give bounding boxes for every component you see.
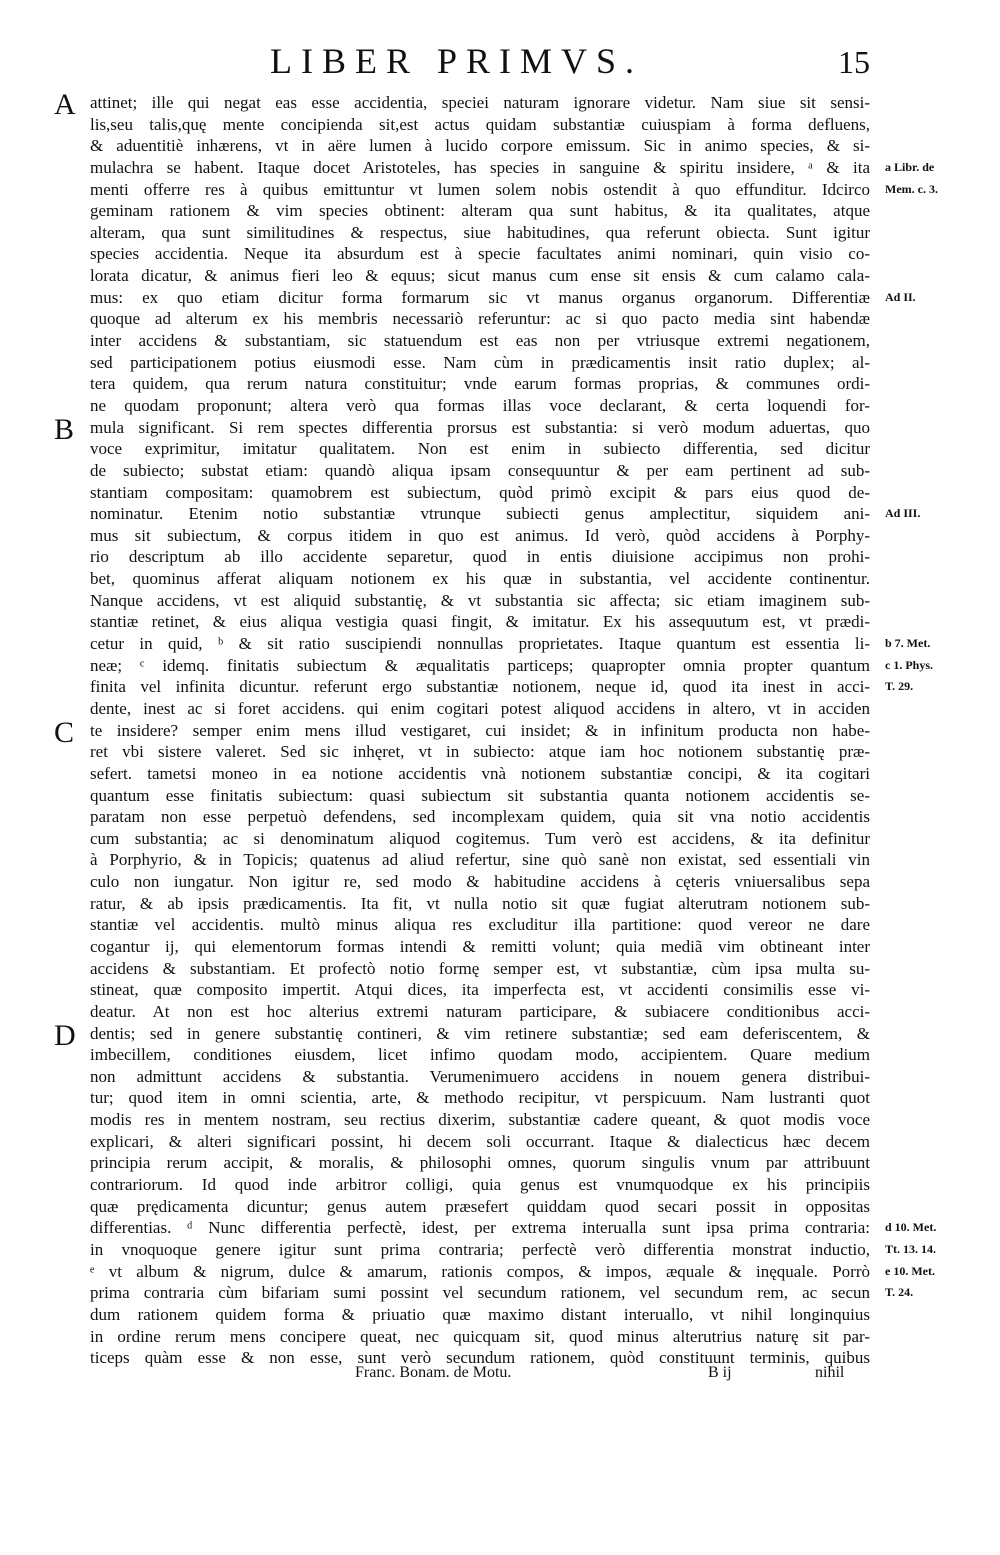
text-line: [90, 525, 870, 547]
text-line: [54, 412, 870, 446]
main-text-block: [54, 88, 938, 1369]
line-text: finita vel infinita dicuntur. referunt ergo substantiæ notionem, neque id, quod ita inest in acci-: [90, 677, 870, 697]
line-text: geminam rationem & vim species obtinent: alteram qua sunt habitus, & ita qualitates, atque: [90, 201, 870, 221]
line-text: voce exprimitur, imitatur qualitatem. Non est enim in subiecto differentia, sed dicitur: [90, 439, 870, 459]
text-line: [90, 1066, 870, 1088]
line-text: ne quodam proponunt; altera verò qua formas illas voce declarant, & certa loquendi for-: [90, 395, 870, 415]
marginal-note: c 1. Phys.: [885, 657, 933, 672]
marginal-note: T. 29.: [885, 679, 914, 694]
line-text: deatur. At non est hoc alterius extremi naturam participare, & subiacere conditionibus acci-: [90, 1001, 870, 1021]
text-line: [90, 1261, 935, 1283]
line-text: quæ prędicamenta dicuntur; genus autem præsefert quiddam quod secari possit in oppositas: [90, 1196, 870, 1216]
line-text: cogantur ij, qui elementorum formas intendi & remitti volunt; quia mediã vim obtineant inter: [90, 936, 870, 956]
line-text: dente, inest ac si foret accidens. qui enim cogitari potest aliquod accidens in altero, vt in acciden: [90, 698, 870, 718]
text-line: [90, 1196, 870, 1218]
line-text: stineat, quæ composito impertit. Atqui dices, ita imperfecta est, vt accidenti consimilis esse vi-: [90, 980, 870, 1000]
line-text: cetur in quid, ᵇ & sit ratio suscipiendi nonnullas proprietates. Itaque quantum est essentia li-: [90, 634, 870, 654]
line-text: contrariorum. Id quod inde arbitror colligi, quia genus est vnumquodque ex his principiis: [90, 1175, 870, 1195]
text-line: [90, 265, 870, 287]
text-line: [90, 1174, 870, 1196]
line-text: accidens & substantiam. Et profectò notio formę semper est, vt substantiæ, cùm ipsa multa su-: [90, 958, 870, 978]
line-text: culo non iungatur. Non igitur re, sed modo & habitudine accidens à cęteris vniuersalibus sepa: [90, 872, 870, 892]
text-line: [90, 979, 870, 1001]
line-text: ret vbi sistere valeret. Sed sic inhęret, vt in subiecto: atque iam hoc notionem substantię præ-: [90, 742, 870, 762]
line-text: lis,seu talis,quę mente concipienda sit,est actus quidam substantiæ cuiuspiam à forma defluens,: [90, 114, 870, 134]
text-line: [90, 1087, 870, 1109]
marginal-note: T. 24.: [885, 1285, 914, 1300]
text-line: [90, 914, 870, 936]
text-line: [90, 785, 870, 807]
text-line: [90, 438, 870, 460]
text-line: [90, 179, 938, 201]
line-text: nominatur. Etenim notio substantiæ vtrunque subiecti genus amplectitur, siquidem ani-: [90, 504, 870, 524]
footer-catchword: nihil: [815, 1364, 845, 1381]
text-line: [90, 1152, 870, 1174]
section-marker: C: [54, 715, 75, 749]
line-text: tera quidem, qua rerum natura constituitur; vnde earum formas proprias, & communes ordi-: [90, 374, 870, 394]
line-text: imbecillem, conditiones eiusdem, licet infimo quodam modo, accipientem. Quare medium: [90, 1045, 870, 1065]
page-number: 15: [838, 44, 870, 80]
text-line: [90, 546, 870, 568]
line-text: principia rerum accipit, & moralis, & philosophi omnes, quorum singulis vnum par attribuunt: [90, 1153, 870, 1173]
line-text: modis res in mentem nostram, seu rectius dixerim, substantiæ cadere queant, & quot modis voce: [90, 1110, 870, 1130]
text-line: [90, 611, 870, 633]
line-text: mulachra se habent. Itaque docet Aristoteles, has species in sanguine & spiritu insidere, ᵃ & ita: [90, 157, 870, 177]
text-line: [90, 633, 931, 655]
line-text: inter accidens & substantiam, sic statuendum est eas non per vtriusque extremi negationem,: [90, 331, 870, 351]
line-text: & aduentitiè inhærens, vt in aëre lumen à lucido corpore emissum. Sic in animo species, & si-: [90, 136, 870, 156]
text-line: [54, 88, 870, 121]
text-line: [90, 741, 870, 763]
line-text: stantiæ vel accidentis. multò minus aliqua res excluditur illa partitione: quod vereor ne dare: [90, 915, 870, 935]
line-text: mus: ex quo etiam dicitur forma formarum sic vt manus organus organorum. Differentiæ: [90, 287, 870, 307]
marginal-note: Ad II.: [885, 289, 916, 304]
text-line: [90, 1217, 937, 1239]
line-text: cum substantia; ac si denominatum aliquod cogitemus. Tum verò est accidens, & ita definitur: [90, 828, 870, 848]
text-line: [90, 676, 914, 698]
text-line: [90, 871, 870, 893]
text-line: [54, 1018, 870, 1052]
line-text: species accidentia. Neque ita absurdum est à specie facultates animi nominari, quin visio co-: [90, 244, 870, 264]
running-head: LIBER PRIMVS.: [270, 41, 644, 81]
section-marker: A: [54, 88, 76, 121]
text-line: [90, 1109, 870, 1131]
text-line: [54, 715, 870, 749]
text-line: [90, 828, 870, 850]
text-line: [90, 936, 870, 958]
marginal-note: Tt. 13. 14.: [885, 1241, 936, 1256]
line-text: sefert. tametsi moneo in ea notione accidentis vnà notionem substantiæ concipi, & ita cogitari: [90, 763, 870, 783]
line-text: ᵉ vt album & nigrum, dulce & amarum, rationis compos, & impos, æquale & inęquale. Porrò: [90, 1261, 870, 1281]
line-text: ticeps quàm esse & non esse, sunt verò secundum rationem, quòd constituunt terminis, quibus: [90, 1348, 870, 1368]
text-line: [90, 503, 921, 525]
text-line: [90, 460, 870, 482]
text-line: [90, 395, 870, 417]
line-text: stantiæ retinet, & eius aliqua vestigia quasi fingit, & imitatur. Ex his assequutum est, vt prædi-: [90, 612, 870, 632]
text-line: [90, 287, 916, 309]
line-text: paratam non esse perpetuò defendens, sed incomplexam quidem, quia sit vna notio accidentis: [90, 807, 870, 827]
text-line: [90, 1044, 870, 1066]
text-line: [90, 222, 870, 244]
section-marker: B: [54, 412, 75, 446]
text-line: [90, 1131, 870, 1153]
text-line: [90, 655, 933, 677]
line-text: bet, quominus afferat aliquam notionem ex his quæ in substantia, vel accidente continentur.: [90, 569, 870, 589]
line-text: differentias. ᵈ Nunc differentia perfectè, idest, per extrema interualla sunt ipsa prima contraria:: [90, 1218, 870, 1238]
line-text: in vnoquoque genere igitur sunt prima contraria; perfectè verò differentia monstrat inductio,: [90, 1239, 870, 1259]
section-marker: D: [54, 1018, 76, 1052]
marginal-note: Ad III.: [885, 506, 921, 521]
marginal-note: e 10. Met.: [885, 1263, 935, 1278]
line-text: alteram, qua sunt similitudines & respectus, siue habitudines, qua referunt obiecta. Sunt igitur: [90, 222, 870, 242]
line-text: lorata dicatur, & animus fieri leo & equus; sicut manus cum ense sit ensis & cum calamo cala-: [90, 266, 870, 286]
text-line: [90, 893, 870, 915]
text-line: [90, 330, 870, 352]
line-text: rio descriptum ab illo accidente separetur, quod in entis diuisione accipimus non prohi-: [90, 547, 870, 567]
text-line: [90, 1282, 914, 1304]
line-text: ratur, & ab ipsis prædicamentis. Ita fit, vt nulla notio sit quæ fugiat alterutram notionem sub-: [90, 893, 870, 913]
text-line: [90, 200, 870, 222]
line-text: dum rationem quidem forma & priuatio quæ maximo distant interuallo, vt nihil longinquius: [90, 1304, 870, 1324]
text-line: [90, 590, 870, 612]
text-line: [90, 806, 870, 828]
text-line: [90, 243, 870, 265]
line-text: dentis; sed in genere substantię contineri, & vim retinere substantiæ; sed eam deferiscentem, &: [90, 1023, 870, 1043]
text-line: [90, 373, 870, 395]
text-line: [90, 482, 870, 504]
line-text: sed participationem potius eiusmodi esse. Nam cùm in prædicamentis insit ratio duplex; al-: [90, 352, 870, 372]
text-line: [90, 568, 870, 590]
text-line: [90, 698, 870, 720]
line-text: quantum esse finitatis subiectum: quasi subiectum sit substantia quanta notionem accidentis se-: [90, 785, 870, 805]
text-line: [90, 114, 870, 136]
line-text: Nanque accidens, vt est aliquid substantię, & vt substantia sic affecta; sic etiam imaginem sub-: [90, 590, 870, 610]
footer-signature-line: Franc. Bonam. de Motu.: [355, 1364, 512, 1381]
text-line: [90, 135, 870, 157]
line-text: te insidere? semper enim mens illud vestigaret, cui insidet; & in infinitum producta non habe-: [90, 720, 870, 740]
footer-signature-mark: B ij: [708, 1364, 732, 1381]
text-line: [90, 157, 935, 179]
marginal-note: Mem. c. 3.: [885, 181, 938, 196]
line-text: tur; quod item in omni scientia, arte, & methodo recipitur, vt perspicuum. Nam lustranti quot: [90, 1088, 870, 1108]
line-text: non admittunt accidens & substantia. Verumenimuero accidens in nouem genera distribui-: [90, 1066, 870, 1086]
line-text: mula significant. Si rem spectes differentia prorsus est substantia: si verò modum aduertas, quo: [90, 417, 870, 437]
text-line: [90, 1304, 870, 1326]
marginal-note: a Libr. de: [885, 159, 935, 174]
line-text: de subiecto; substat etiam: quandò aliqua ipsam consequuntur & per eam pertinent ad sub-: [90, 460, 870, 480]
text-line: [90, 763, 870, 785]
line-text: menti offerre res à quibus emittuntur vt lumen solem nobis ostendit à quo effunditur. Idcirco: [90, 179, 870, 199]
text-line: [90, 1239, 936, 1261]
text-line: [90, 1326, 870, 1348]
marginal-note: d 10. Met.: [885, 1220, 937, 1235]
line-text: à Porphyrio, & in Topicis; quatenus ad aliud refertur, sine quò sanè non existat, sed essentiali vin: [90, 850, 870, 870]
line-text: quoque ad alterum ex his membris necessariò referuntur: ac si quo pacto media sint habendæ: [90, 309, 870, 329]
text-line: [90, 308, 870, 330]
text-line: [90, 352, 870, 374]
line-text: attinet; ille qui negat eas esse accidentia, speciei naturam ignorare videtur. Nam siue sit sensi-: [90, 93, 870, 112]
line-text: mus sit subiectum, & corpus itidem in quo est animus. Id verò, quòd accidens à Porphy-: [90, 525, 870, 545]
text-line: [90, 958, 870, 980]
text-line: [90, 1001, 870, 1023]
text-line: [90, 849, 870, 871]
line-text: stantiam compositam: quamobrem est subiectum, quòd primò excipit & pars eius quod de-: [90, 482, 870, 502]
marginal-note: b 7. Met.: [885, 636, 931, 651]
line-text: explicari, & alteri significari possint, hi decem soli occurrant. Itaque & dialecticus hæc decem: [90, 1131, 870, 1151]
line-text: neæ; ᶜ idemq. finitatis subiectum & æqualitatis particeps; quapropter omnia propter quantum: [90, 655, 870, 675]
line-text: prima contraria cùm bifariam sumi possint vel secundum rationem, vel secundum rem, ac secun: [90, 1283, 870, 1303]
line-text: in ordine rerum mens concipere queat, nec quicquam sit, quod minus alterutrius naturę sit par-: [90, 1326, 870, 1346]
